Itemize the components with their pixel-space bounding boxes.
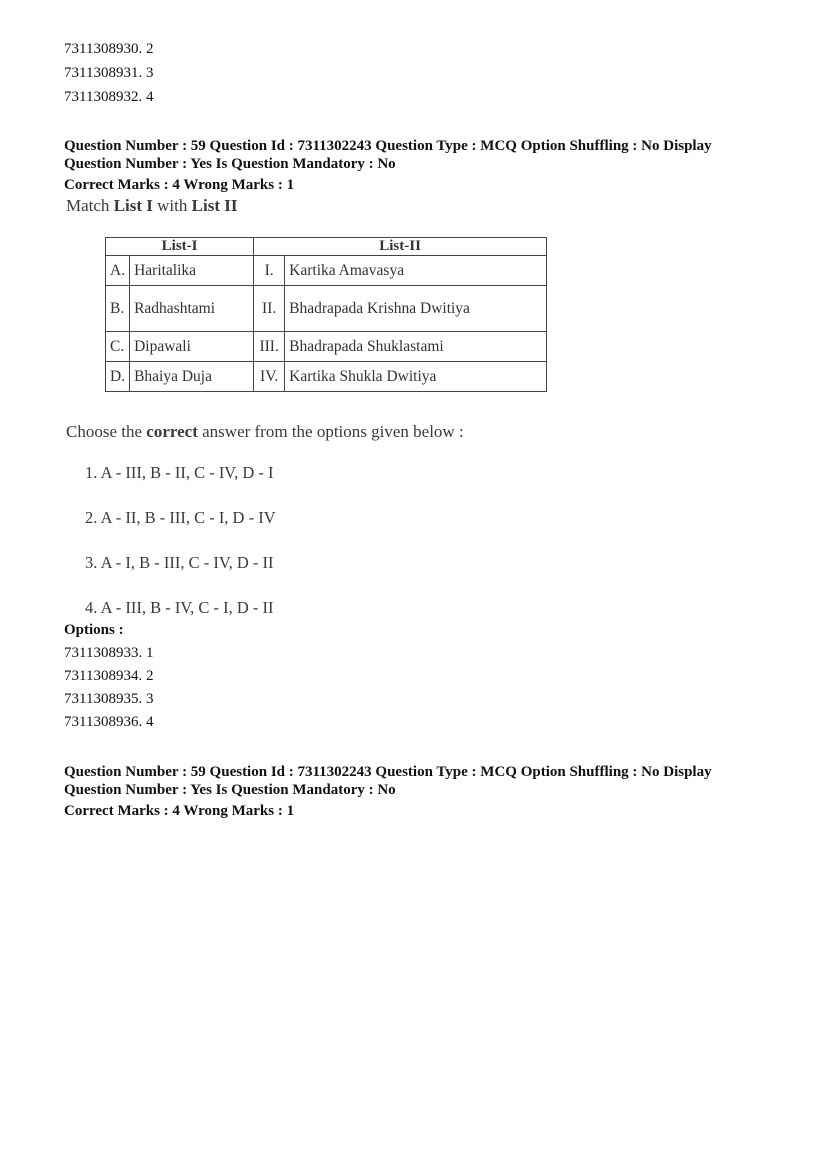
row-key: C.: [106, 332, 130, 362]
answer-option-2: 2. A - II, B - III, C - I, D - IV: [85, 508, 276, 527]
answer-option-3: 3. A - I, B - III, C - IV, D - II: [85, 553, 274, 572]
title-mid: with: [152, 196, 192, 215]
option-id-2: 7311308934. 2: [64, 668, 154, 684]
choose-suffix: answer from the options given below :: [197, 422, 464, 441]
row-key: A.: [106, 256, 130, 286]
header-list1: List-I: [106, 238, 254, 256]
table-row: [106, 362, 547, 392]
answer-option-4: 4. A - III, B - IV, C - I, D - II: [85, 598, 274, 617]
row-left: Radhashtami: [130, 286, 254, 332]
next-question-meta-line1: Question Number : 59 Question Id : 7311302243 Question Type : MCQ Option Shuffling : No Display: [64, 764, 712, 780]
row-left: Dipawali: [130, 332, 254, 362]
choose-instruction: [66, 422, 464, 442]
prev-option-2: 7311308931. 3: [64, 65, 154, 81]
title-list2: List II: [191, 196, 238, 215]
row-right: Bhadrapada Krishna Dwitiya: [285, 286, 547, 332]
prev-option-1: 7311308930. 2: [64, 41, 154, 57]
table-row: [106, 286, 547, 332]
row-right: Bhadrapada Shuklastami: [285, 332, 547, 362]
row-right: Kartika Shukla Dwitiya: [285, 362, 547, 392]
next-question-marks: Correct Marks : 4 Wrong Marks : 1: [64, 803, 295, 819]
option-id-1: 7311308933. 1: [64, 645, 154, 661]
choose-prefix: Choose the: [66, 422, 147, 441]
options-label: Options :: [64, 622, 124, 638]
title-prefix: Match: [66, 196, 114, 215]
question-meta-line2: Question Number : Yes Is Question Mandatory : No: [64, 156, 396, 172]
row-num: I.: [254, 256, 285, 286]
next-question-meta-line2: Question Number : Yes Is Question Mandatory : No: [64, 782, 396, 798]
match-table: [105, 237, 547, 392]
row-num: II.: [254, 286, 285, 332]
choose-bold: correct: [146, 422, 198, 441]
row-key: D.: [106, 362, 130, 392]
answer-option-1: 1. A - III, B - II, C - IV, D - I: [85, 463, 274, 482]
option-id-3: 7311308935. 3: [64, 691, 154, 707]
row-num: III.: [254, 332, 285, 362]
row-left: Haritalika: [130, 256, 254, 286]
option-id-4: 7311308936. 4: [64, 714, 154, 730]
table-row: [106, 332, 547, 362]
table-header-row: [106, 238, 547, 256]
question-title: [66, 196, 237, 216]
row-right: Kartika Amavasya: [285, 256, 547, 286]
row-key: B.: [106, 286, 130, 332]
row-left: Bhaiya Duja: [130, 362, 254, 392]
title-list1: List I: [113, 196, 153, 215]
prev-option-3: 7311308932. 4: [64, 89, 154, 105]
row-num: IV.: [254, 362, 285, 392]
header-list2: List-II: [254, 238, 547, 256]
table-row: [106, 256, 547, 286]
question-meta-line1: Question Number : 59 Question Id : 7311302243 Question Type : MCQ Option Shuffling : No Display: [64, 138, 712, 154]
question-marks: Correct Marks : 4 Wrong Marks : 1: [64, 177, 295, 193]
